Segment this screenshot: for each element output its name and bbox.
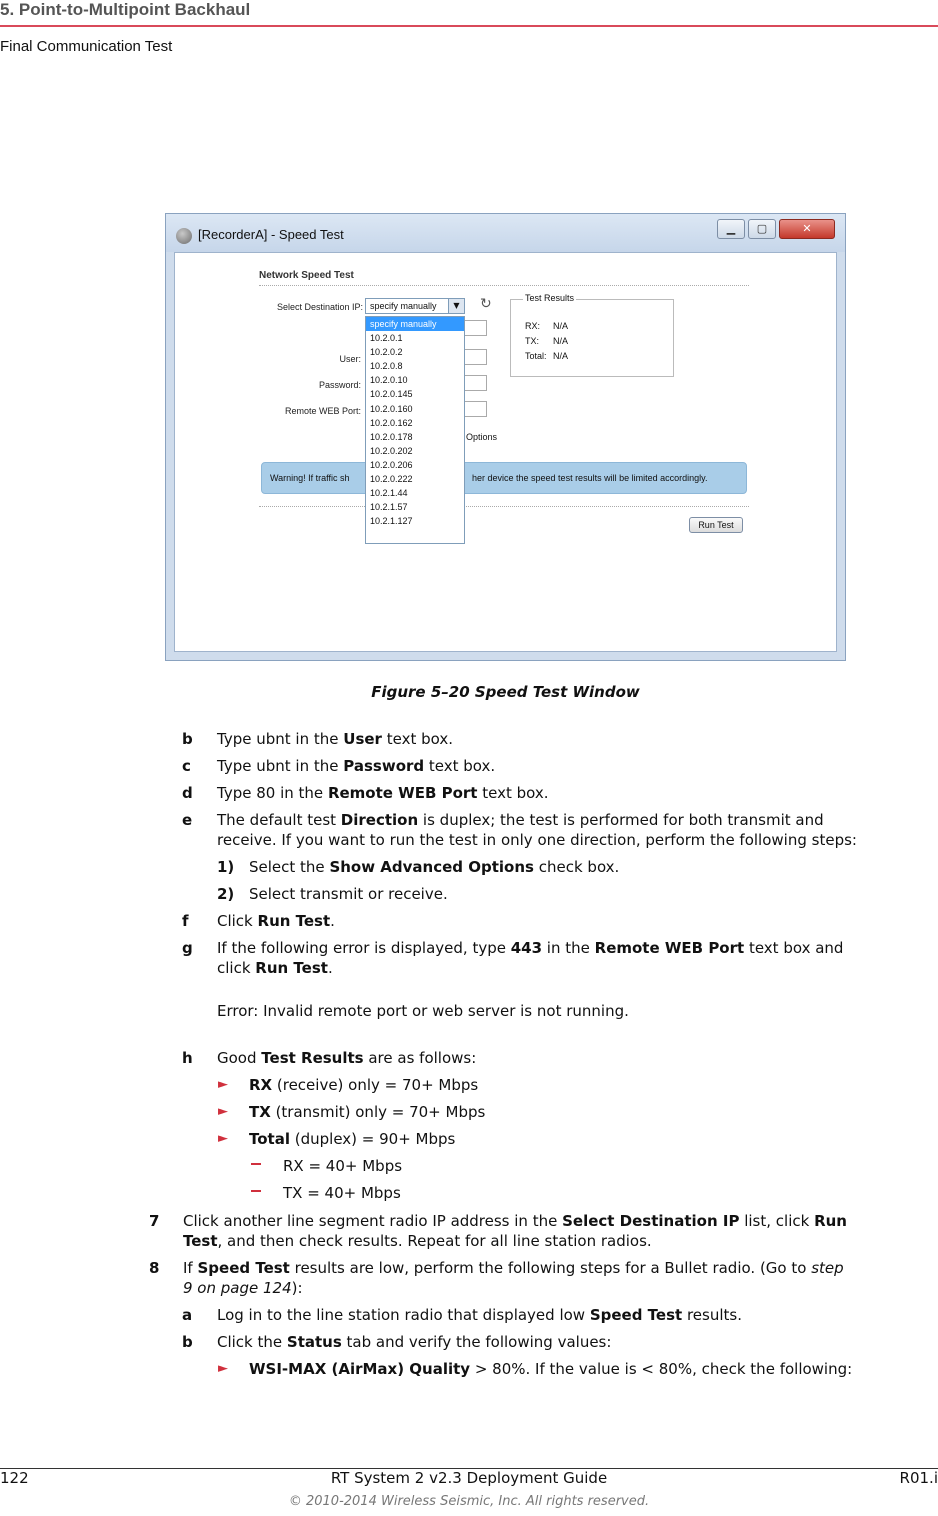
warning-banner [261,462,747,494]
step-7-text: Click another line segment radio IP address in the Select Destination IP list, click Run [183,1212,847,1230]
step-d-text: Type 80 in the Remote WEB Port text box. [217,784,549,802]
step-9-link[interactable]: 9 on page 124 [183,1279,292,1297]
step-8-text: If Speed Test results are low, perform the following steps for a Bullet radio. (Go to step [183,1259,844,1277]
dropdown-option[interactable]: 10.2.1.127 [370,516,413,527]
dropdown-option[interactable]: 10.2.0.206 [370,459,413,470]
step-b-text: Type ubnt in the User text box. [217,730,453,748]
step-e-text-line2: receive. If you want to run the test in only one direction, perform the following steps: [217,831,857,849]
step-e-text: The default test Direction is duplex; the test is performed for both transmit and [217,811,824,829]
step-a-text: Log in to the line station radio that displayed low Speed Test results. [217,1306,742,1324]
step-marker: 7 [149,1212,160,1230]
page-number: 122 [0,1469,29,1487]
dropdown-option[interactable]: 10.2.1.57 [370,502,408,513]
step-marker: e [182,811,193,829]
tx-duplex-text: TX = 40+ Mbps [283,1184,401,1202]
bullet-dash-icon [251,1163,261,1165]
dest-ip-label: Select Destination IP: [276,302,363,312]
section-title: Final Communication Test [0,38,173,55]
step-marker: a [182,1306,193,1324]
user-field[interactable] [465,349,487,365]
dest-ip-select-value: specify manually [370,301,437,311]
step-marker: h [182,1049,193,1067]
error-message: Error: Invalid remote port or web server is not running. [217,1002,629,1020]
bullet-arrow-icon: ► [218,1104,228,1119]
step-marker: 8 [149,1259,160,1277]
chapter-title: 5. Point-to-Multipoint Backhaul [0,0,251,19]
advanced-options-label: Options [466,432,498,442]
step-marker: d [182,784,193,802]
password-label: Password: [318,380,361,390]
dropdown-option[interactable]: 10.2.0.202 [370,445,413,456]
window-client [174,252,837,652]
dropdown-option[interactable]: 10.2.0.1 [370,333,403,344]
dropdown-option[interactable]: specify manually [366,317,464,331]
rx-result-text: RX (receive) only = 70+ Mbps [249,1076,479,1094]
step-marker: b [182,1333,193,1351]
substep-marker: 2) [217,885,235,903]
footer-revision: R01.i [899,1469,938,1487]
warning-text-left: Warning! If traffic sh [270,473,350,483]
step-8-text-line2: 9 on page 124): [183,1279,303,1297]
rx-duplex-text: RX = 40+ Mbps [283,1157,403,1175]
test-results-title: Test Results [525,293,575,303]
substep-marker: 1) [217,858,235,876]
password-field[interactable] [465,375,487,391]
total-result: Total: N/A [525,351,569,361]
dropdown-option[interactable]: 10.2.0.10 [370,375,408,386]
minimize-icon[interactable]: ▁ [717,219,745,239]
dropdown-option[interactable]: 10.2.0.2 [370,347,403,358]
step-f-text: Click Run Test. [217,912,335,930]
dropdown-option[interactable]: 10.2.0.145 [370,389,413,400]
footer-title: RT System 2 v2.3 Deployment Guide [330,1469,608,1487]
dropdown-option[interactable]: 10.2.0.162 [370,417,413,428]
substep-1-text: Select the Show Advanced Options check box. [249,858,620,876]
figure-caption: Figure 5–20 Speed Test Window [371,683,640,701]
step-marker: c [182,757,191,775]
copyright: © 2010-2014 Wireless Seismic, Inc. All rights reserved. [288,1494,650,1509]
web-port-label: Remote WEB Port: [284,406,361,416]
bullet-dash-icon [251,1190,261,1192]
header-rule [0,25,938,27]
step-marker: g [182,939,193,957]
step-c-text: Type ubnt in the Password text box. [217,757,496,775]
tx-result-text: TX (transmit) only = 70+ Mbps [249,1103,486,1121]
app-icon [176,228,192,244]
step-g-text-line2: click Run Test. [217,959,333,977]
dropdown-option[interactable]: 10.2.0.178 [370,431,413,442]
dropdown-option[interactable]: 10.2.0.222 [370,474,413,485]
bullet-arrow-icon: ► [218,1361,228,1376]
maximize-icon[interactable]: ▢ [748,219,776,239]
network-speed-test-heading: Network Speed Test [259,270,354,281]
run-test-button[interactable]: Run Test [689,517,743,533]
web-port-field[interactable] [465,401,487,417]
close-icon[interactable]: ✕ [779,219,835,239]
substep-2-text: Select transmit or receive. [249,885,448,903]
dropdown-option[interactable]: 10.2.0.8 [370,361,403,372]
window-titlebar [166,214,845,252]
bottom-divider [259,506,749,507]
step-marker: f [182,912,189,930]
window-title: [RecorderA] - Speed Test [198,227,344,242]
dropdown-option[interactable]: 10.2.1.44 [370,488,408,499]
step-h-text: Good Test Results are as follows: [217,1049,477,1067]
step-marker: b [182,730,193,748]
wsi-max-quality-text: WSI-MAX (AirMax) Quality > 80%. If the value is < 80%, check the following: [249,1360,853,1378]
user-label: User: [339,354,361,364]
bullet-arrow-icon: ► [218,1131,228,1146]
field-edge-1 [465,320,487,336]
total-result-text: Total (duplex) = 90+ Mbps [249,1130,456,1148]
step-g-text: If the following error is displayed, type 443 in the Remote WEB Port text box and [217,939,844,957]
step-b2-text: Click the Status tab and verify the following values: [217,1333,612,1351]
tx-result: TX: N/A [525,336,569,346]
speed-test-window-screenshot [165,213,846,661]
bullet-arrow-icon: ► [218,1077,228,1092]
rx-result: RX: N/A [525,321,569,331]
refresh-icon[interactable]: ↻ [480,296,492,312]
warning-text-right: her device the speed test results will be limited accordingly. [472,473,708,483]
step-7-text-line2: Test, and then check results. Repeat for all line station radios. [183,1232,652,1250]
chevron-down-icon[interactable]: ▼ [448,299,464,313]
dropdown-option[interactable]: 10.2.0.160 [370,403,413,414]
dest-ip-dropdown-list[interactable] [365,316,465,544]
heading-divider [259,285,749,286]
dest-ip-select[interactable] [365,298,465,314]
